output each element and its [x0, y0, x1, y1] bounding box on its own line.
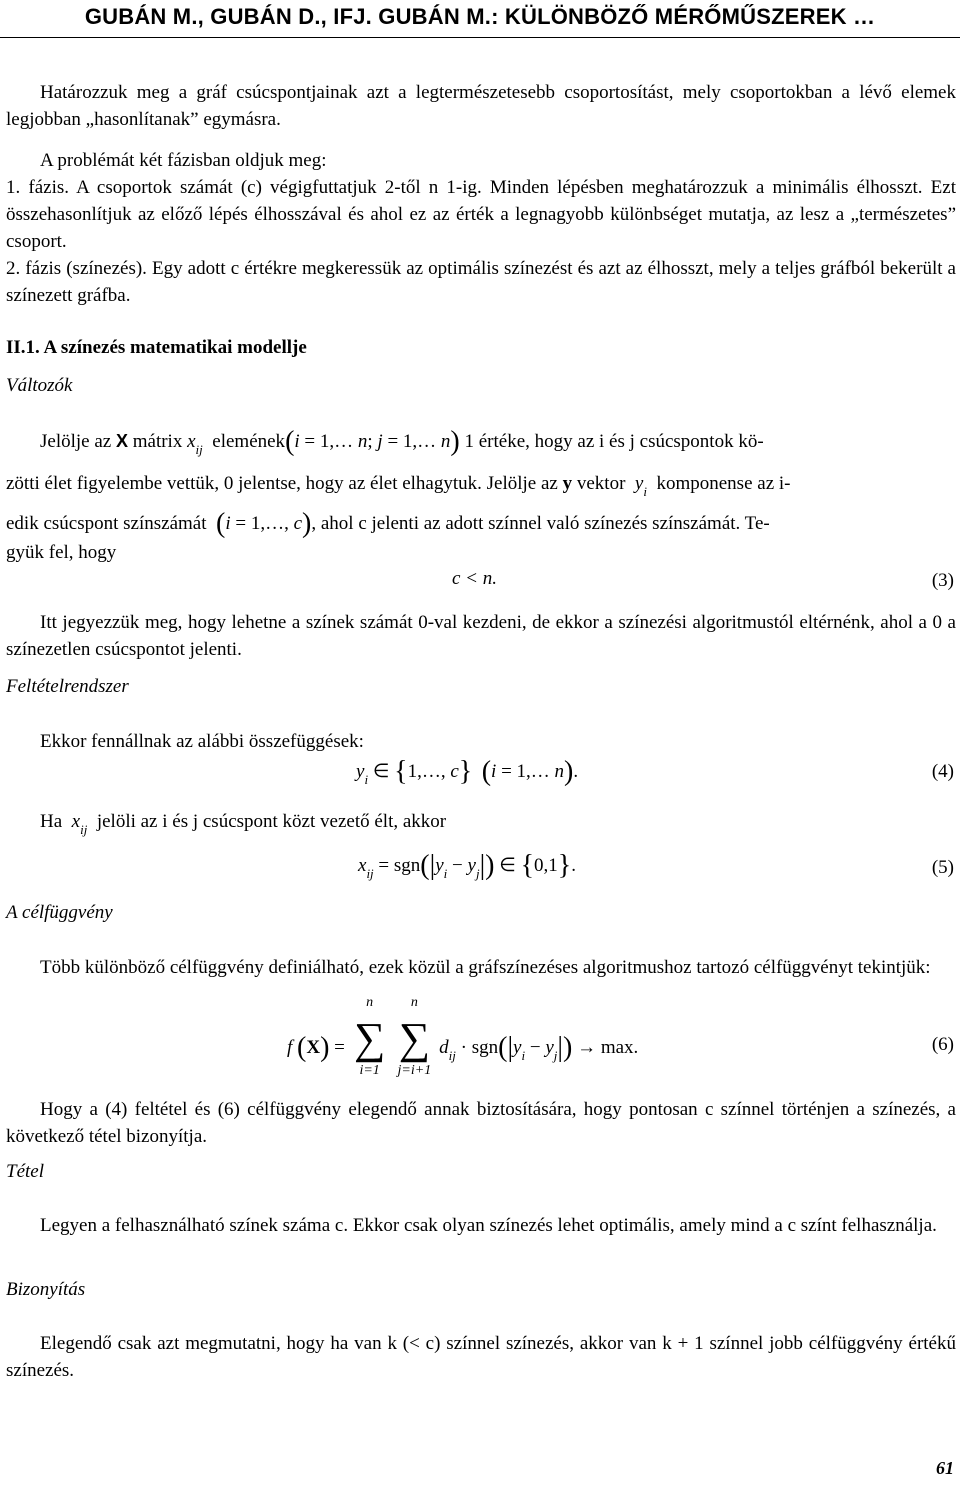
- equation-3-number: (3): [931, 570, 954, 591]
- subheading-variables: Változók: [6, 375, 73, 396]
- constraints-intro: Ekkor fennállnak az alábbi összefüggések:: [40, 731, 364, 752]
- subheading-constraints: Feltételrendszer: [6, 676, 129, 697]
- phase2-paragraph: [6, 255, 956, 309]
- equation-4-number: (4): [931, 761, 954, 782]
- objective-after: Hogy a (4) feltétel és (6) célfüggvény elegendő annak biztosítására, hogy pontosan c színnel történjen a színezés, a következő tétel bizonyítja.: [6, 1099, 956, 1147]
- phases-intro: A problémát két fázisban oldjuk meg:: [40, 150, 327, 171]
- proof-paragraph: Elegendő csak azt megmutatni, hogy ha van k (< c) színnel színezés, akkor van k + 1 színnel jobb célfüggvény értékű színezés.: [6, 1333, 956, 1381]
- page-number: 61: [936, 1458, 954, 1478]
- subheading-proof: Bizonyítás: [6, 1279, 86, 1300]
- variables-line-1: Jelölje az X mátrix $x_{ij}$ elemének(i = 1,… n; j = 1,… n) 1 értéke, hogy az i és j csúcspontok kö-: [40, 426, 764, 457]
- subheading-theorem: Tétel: [6, 1161, 44, 1182]
- subheading-objective: A célfüggvény: [6, 902, 113, 923]
- section-heading: II.1. A színezés matematikai modellje: [6, 337, 307, 358]
- sum-sign-i: n ∑ i=1: [353, 995, 386, 1078]
- equation-4: $y_i$ ∈ {1,…, c} (i = 1,… n).: [356, 756, 579, 787]
- equation-5-number: (5): [931, 857, 954, 878]
- phase1-label: 1. fázis.: [6, 177, 69, 198]
- variables-line-4: gyük fel, hogy: [6, 542, 117, 563]
- equation-5: $x_{ij} = sgn(|y_i - y_j|)$ ∈ {0,1}.: [358, 850, 576, 881]
- sum-sign-j: n ∑ j=i+1: [397, 995, 432, 1078]
- header-rule: [0, 37, 960, 38]
- variables-line-2: zötti élet figyelembe vettük, 0 jelentse, hogy az élet elhagytuk. Jelölje az y vektor $y_i$ komponense az i-: [6, 473, 791, 499]
- constraints-ha-line: Ha $x_{ij}$ jelöli az i és j csúcspont közt vezető élt, akkor: [40, 811, 447, 837]
- equation-6-number: (6): [931, 1034, 954, 1055]
- theorem-paragraph: Legyen a felhasználható színek száma c. Ekkor csak olyan színezés lehet optimális, amely mind a c színt felhasználja.: [40, 1215, 937, 1236]
- objective-intro: Több különböző célfüggvény definiálható, ezek közül a gráfszínezéses algoritmushoz tartozó célfüggvényt tekintjük:: [40, 957, 931, 978]
- running-header: GUBÁN M., GUBÁN D., IFJ. GUBÁN M.: KÜLÖNBÖZŐ MÉRŐMŰSZEREK …: [84, 4, 876, 29]
- intro-paragraph: Határozzuk meg a gráf csúcspontjainak azt a legtermészetesebb csoportosítást, mely csoportokban a lévő elemek legjobban „hasonlítanak” egymásra.: [6, 82, 956, 130]
- phase2-text: Egy adott c értékre megkeressük az optimális színezést és azt az élhosszt, mely a teljes gráfból bekerült a színezett gráfba.: [6, 258, 956, 306]
- phase2-label: 2. fázis (színezés).: [6, 258, 147, 279]
- equation-3: c < n.: [452, 568, 498, 589]
- equation-6: f (X) = n ∑ i=1 n ∑ j=i+1 $d_{ij} \cdot sgn(|y_i - y_j|) \to \max$.: [287, 995, 639, 1078]
- variables-line-3: edik csúcspont színszámát (i = 1,…, c), ahol c jelenti az adott színnel való színezés színszámát. Te-: [6, 508, 770, 539]
- phase1-text: A csoportok számát (c) végigfuttatjuk 2-től n 1-ig. Minden lépésben meghatározzuk a minimális élhosszt. Ezt összehasonlítjuk az előző lépés élhosszával és ahol ez az érték a legnagyobb különbséget mutatja, az lesz a „természetes” csoport.: [6, 177, 956, 252]
- phase1-paragraph: [6, 174, 956, 255]
- note-paragraph: Itt jegyezzük meg, hogy lehetne a színek számát 0-val kezdeni, de ekkor a színezési algoritmustól eltérnénk, ahol a 0 a színezetlen csúcspontot jelenti.: [6, 612, 956, 660]
